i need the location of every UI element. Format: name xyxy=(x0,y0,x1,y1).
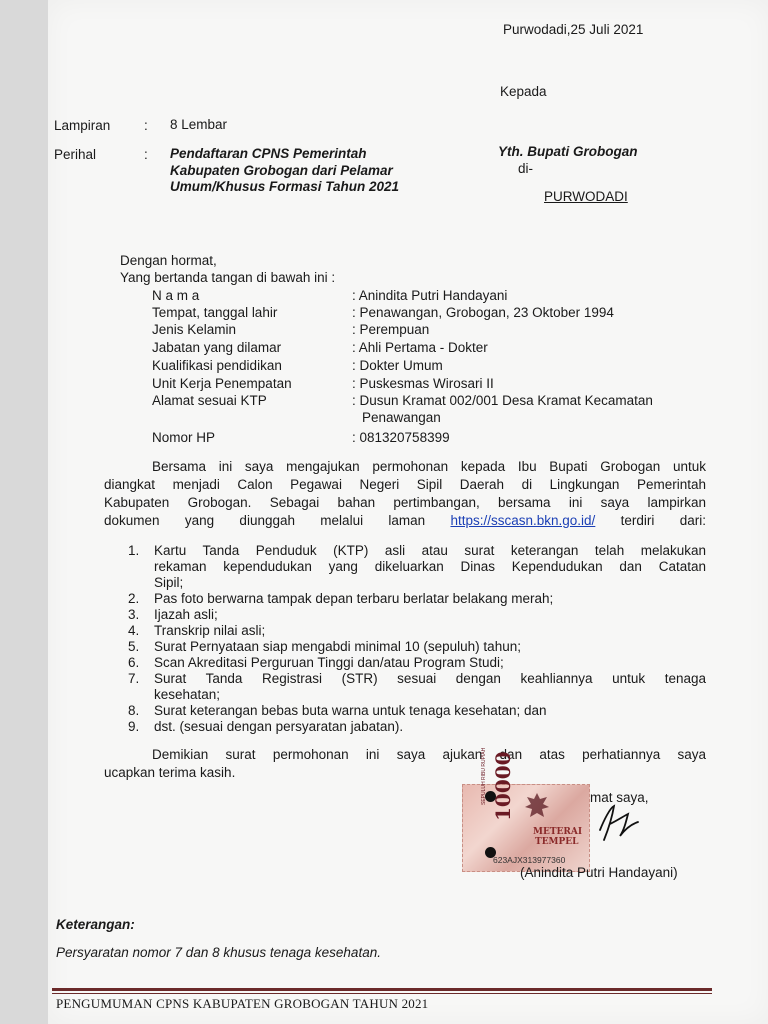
body-line-4-suffix: terdiri dari: xyxy=(620,513,706,528)
list-number: 4. xyxy=(128,623,140,638)
list-text: Pas foto berwarna tampak depan terbaru berlatar belakang merah; xyxy=(154,591,554,606)
field-value: : Ahli Pertama - Dokter xyxy=(352,340,488,355)
list-text: Surat keterangan bebas buta warna untuk tenaga kesehatan; dan xyxy=(154,703,547,718)
closing-line-2: ucapkan terima kasih. xyxy=(104,765,236,780)
field-value: : Anindita Putri Handayani xyxy=(352,288,508,303)
list-text: Transkrip nilai asli; xyxy=(154,623,266,638)
list-text: Surat Pernyataan siap mengabdi minimal 10 (sepuluh) tahun; xyxy=(154,639,521,654)
stamp-side-text: SEPULUH RIBU RUPIAH xyxy=(481,747,487,805)
field-label: Jenis Kelamin xyxy=(152,322,237,337)
field-value: Penawangan xyxy=(362,410,441,425)
list-text: Kartu Tanda Penduduk (KTP) asli atau surat keterangan telah melakukan xyxy=(154,543,706,558)
lampiran-label: Lampiran xyxy=(54,118,111,133)
lampiran-colon: : xyxy=(144,118,148,133)
signer-name: (Anindita Putri Handayani) xyxy=(520,865,678,880)
footer-rule xyxy=(52,988,712,991)
garuda-emblem-icon xyxy=(523,791,551,823)
body-line-2: diangkat menjadi Calon Pegawai Negeri Sipil Daerah di Lingkungan Pemerintah xyxy=(104,477,706,492)
intro: Yang bertanda tangan di bawah ini : xyxy=(120,270,336,285)
footer-rule-thin xyxy=(52,993,712,994)
signature-mark-icon xyxy=(590,800,642,848)
field-label: N a m a xyxy=(152,288,200,303)
field-label: Kualifikasi pendidikan xyxy=(152,358,282,373)
note-title: Keterangan: xyxy=(56,917,135,932)
stamp-label-1: METERAI xyxy=(533,827,583,837)
perihal-line-3: Umum/Khusus Formasi Tahun 2021 xyxy=(170,179,400,194)
recipient-di: di- xyxy=(518,161,534,176)
recipient-city: PURWODADI xyxy=(544,189,628,204)
stamp-label-2: TEMPEL xyxy=(535,837,579,847)
sign-fragment: mat saya, xyxy=(590,790,649,805)
field-value: : Penawangan, Grobogan, 23 Oktober 1994 xyxy=(352,305,614,320)
list-text: Sipil; xyxy=(154,575,184,590)
kepada-label: Kepada xyxy=(500,84,547,99)
field-value: : Perempuan xyxy=(352,322,430,337)
recipient: Yth. Bupati Grobogan xyxy=(498,144,638,159)
note-text: Persyaratan nomor 7 dan 8 khusus tenaga kesehatan. xyxy=(56,945,381,960)
closing-line-1: Demikian surat permohonan ini saya ajukan dan atas perhatiannya saya xyxy=(152,747,706,762)
list-text: Surat Tanda Registrasi (STR) sesuai dengan keahliannya untuk tenaga xyxy=(154,671,706,686)
list-text: kesehatan; xyxy=(154,687,221,702)
field-label: Alamat sesuai KTP xyxy=(152,393,267,408)
field-label: Unit Kerja Penempatan xyxy=(152,376,292,391)
field-value: : Dokter Umum xyxy=(352,358,443,373)
list-text: rekaman kependudukan yang dikeluarkan Dinas Kependudukan dan Catatan xyxy=(154,559,706,574)
field-value: : Puskesmas Wirosari II xyxy=(352,376,494,391)
place-date: Purwodadi,25 Juli 2021 xyxy=(503,22,644,37)
list-number: 8. xyxy=(128,703,140,718)
list-text: Scan Akreditasi Perguruan Tinggi dan/atau Program Studi; xyxy=(154,655,504,670)
list-number: 5. xyxy=(128,639,140,654)
body-line-1: Bersama ini saya mengajukan permohonan kepada Ibu Bupati Grobogan untuk xyxy=(152,459,706,474)
field-label: Tempat, tanggal lahir xyxy=(152,305,278,320)
list-number: 1. xyxy=(128,543,140,558)
body-line-3: Kabupaten Grobogan. Sebagai bahan pertimbangan, bersama ini saya lampirkan xyxy=(104,495,706,510)
list-text: Ijazah asli; xyxy=(154,607,218,622)
field-label: Jabatan yang dilamar xyxy=(152,340,282,355)
list-number: 2. xyxy=(128,591,140,606)
perihal-line-2: Kabupaten Grobogan dari Pelamar xyxy=(170,163,393,178)
body-line-4 xyxy=(104,512,706,529)
list-text: dst. (sesuai dengan persyaratan jabatan). xyxy=(154,719,404,734)
greeting: Dengan hormat, xyxy=(120,253,217,268)
list-number: 7. xyxy=(128,671,140,686)
stamp-value: 10000 xyxy=(491,751,515,821)
stamp-serial: 623AJX313977360 xyxy=(493,855,566,865)
footer-text: PENGUMUMAN CPNS KABUPATEN GROBOGAN TAHUN 2021 xyxy=(56,996,429,1011)
perihal-colon: : xyxy=(144,147,148,162)
meterai-stamp xyxy=(462,747,590,872)
lampiran-value: 8 Lembar xyxy=(170,117,228,132)
field-value: : 081320758399 xyxy=(352,430,450,445)
field-value: : Dusun Kramat 002/001 Desa Kramat Kecamatan xyxy=(352,393,653,408)
list-number: 3. xyxy=(128,607,140,622)
perihal-line-1: Pendaftaran CPNS Pemerintah xyxy=(170,146,367,161)
list-number: 6. xyxy=(128,655,140,670)
body-line-4-prefix: dokumen yang diunggah melalui laman xyxy=(104,513,426,528)
field-label: Nomor HP xyxy=(152,430,216,445)
list-number: 9. xyxy=(128,719,140,734)
perihal-label: Perihal xyxy=(54,147,97,162)
sscasn-link[interactable]: https://sscasn.bkn.go.id/ xyxy=(450,513,596,528)
